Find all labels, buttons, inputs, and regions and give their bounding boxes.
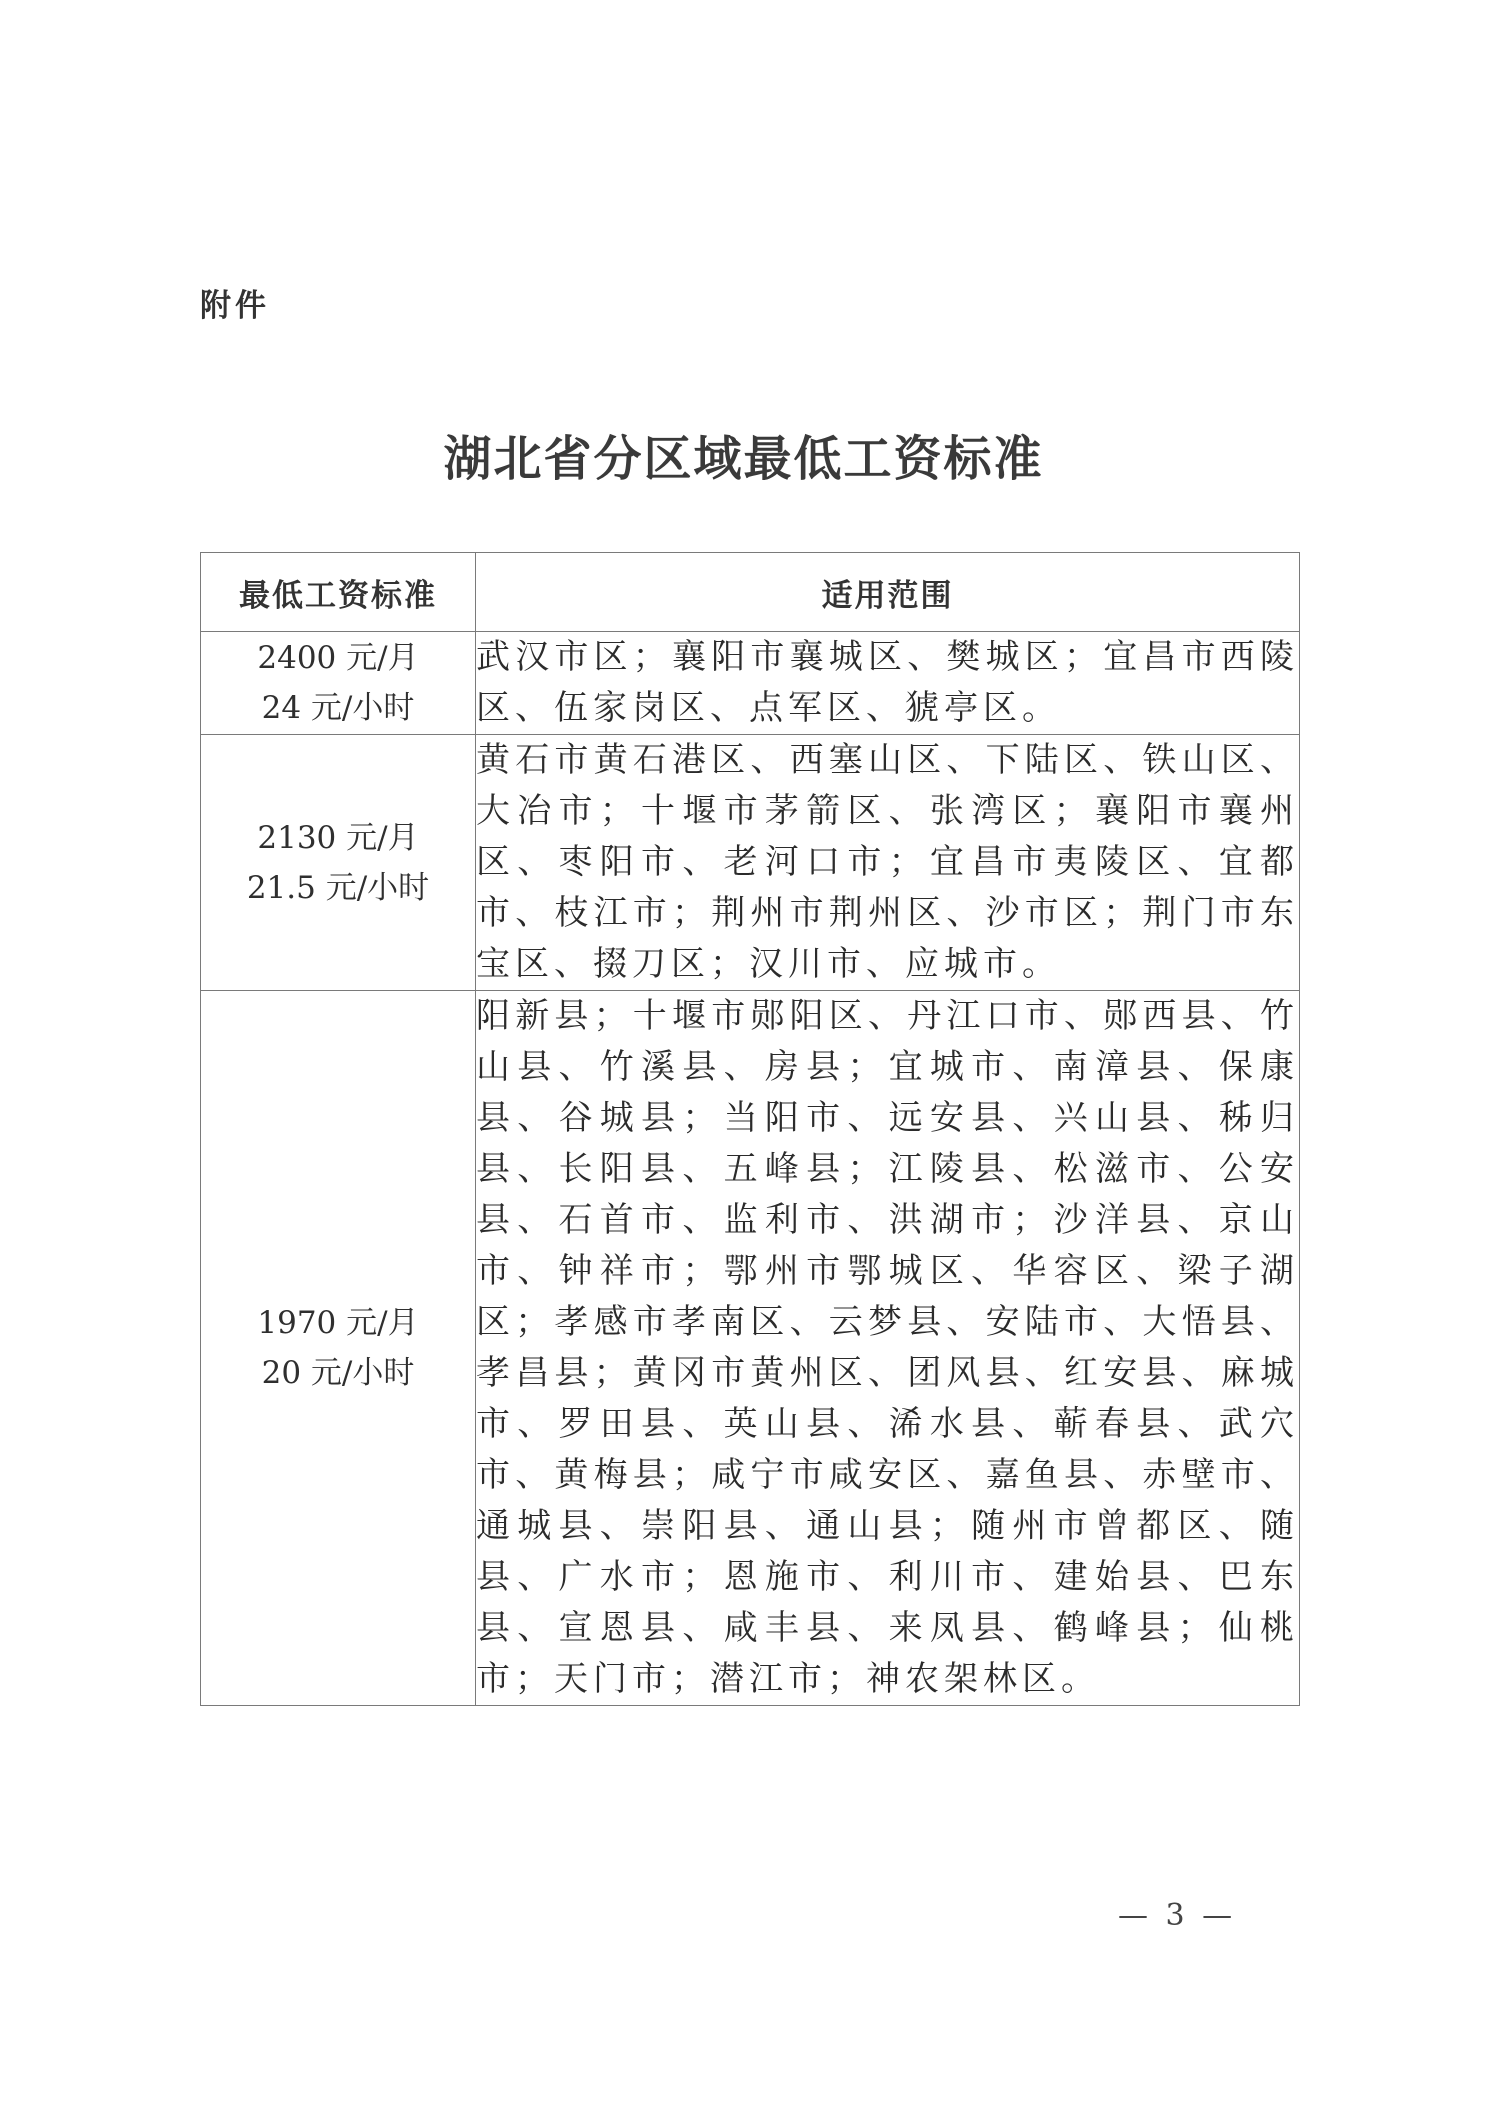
wage-standard-cell [201,991,476,1706]
monthly-wage: 2400 元/月 [257,640,419,676]
header-minimum-wage-standard: 最低工资标准 [201,553,476,632]
hourly-wage: 21.5 元/小时 [246,869,430,906]
minimum-wage-table [200,552,1300,1706]
monthly-wage: 2130 元/月 [257,819,419,856]
monthly-wage: 1970 元/月 [257,1305,419,1341]
page-number: — 3 — [1118,1898,1237,1933]
hourly-wage: 20 元/小时 [261,1355,415,1391]
wage-standard-cell [201,735,476,991]
applicable-scope-cell: 武汉市区；襄阳市襄城区、樊城区；宜昌市西陵区、伍家岗区、点军区、猇亭区。 [476,632,1300,735]
attachment-label: 附件 [200,288,270,324]
wage-standard-cell [201,632,476,735]
document-title: 湖北省分区域最低工资标准 [443,431,1044,487]
hourly-wage: 24 元/小时 [261,690,415,726]
applicable-scope-cell: 阳新县；十堰市郧阳区、丹江口市、郧西县、竹山县、竹溪县、房县；宜城市、南漳县、保康县、谷城县；当阳市、远安县、兴山县、秭归县、长阳县、五峰县；江陵县、松滋市、公安县、石首市、监利市、洪湖市；沙洋县、京山市、钟祥市；鄂州市鄂城区、华容区、梁子湖区；孝感市孝南区、云梦县、安陆市、大悟县、孝昌县；黄冈市黄州区、团风县、红安县、麻城市、罗田县、英山县、浠水县、蕲春县、武穴市、黄梅县；咸宁市咸安区、嘉鱼县、赤壁市、通城县、崇阳县、通山县；随州市曾都区、随县、广水市；恩施市、利川市、建始县、巴东县、宣恩县、咸丰县、来凤县、鹤峰县；仙桃市；天门市；潜江市；神农架林区。 [476,991,1300,1706]
table-header-row [201,553,1300,632]
table-row [201,632,1300,735]
applicable-scope-cell: 黄石市黄石港区、西塞山区、下陆区、铁山区、大冶市；十堰市茅箭区、张湾区；襄阳市襄州区、枣阳市、老河口市；宜昌市夷陵区、宜都市、枝江市；荆州市荆州区、沙市区；荆门市东宝区、掇刀区；汉川市、应城市。 [476,735,1300,991]
table-row [201,735,1300,991]
table-row [201,991,1300,1706]
header-applicable-scope: 适用范围 [476,553,1300,632]
